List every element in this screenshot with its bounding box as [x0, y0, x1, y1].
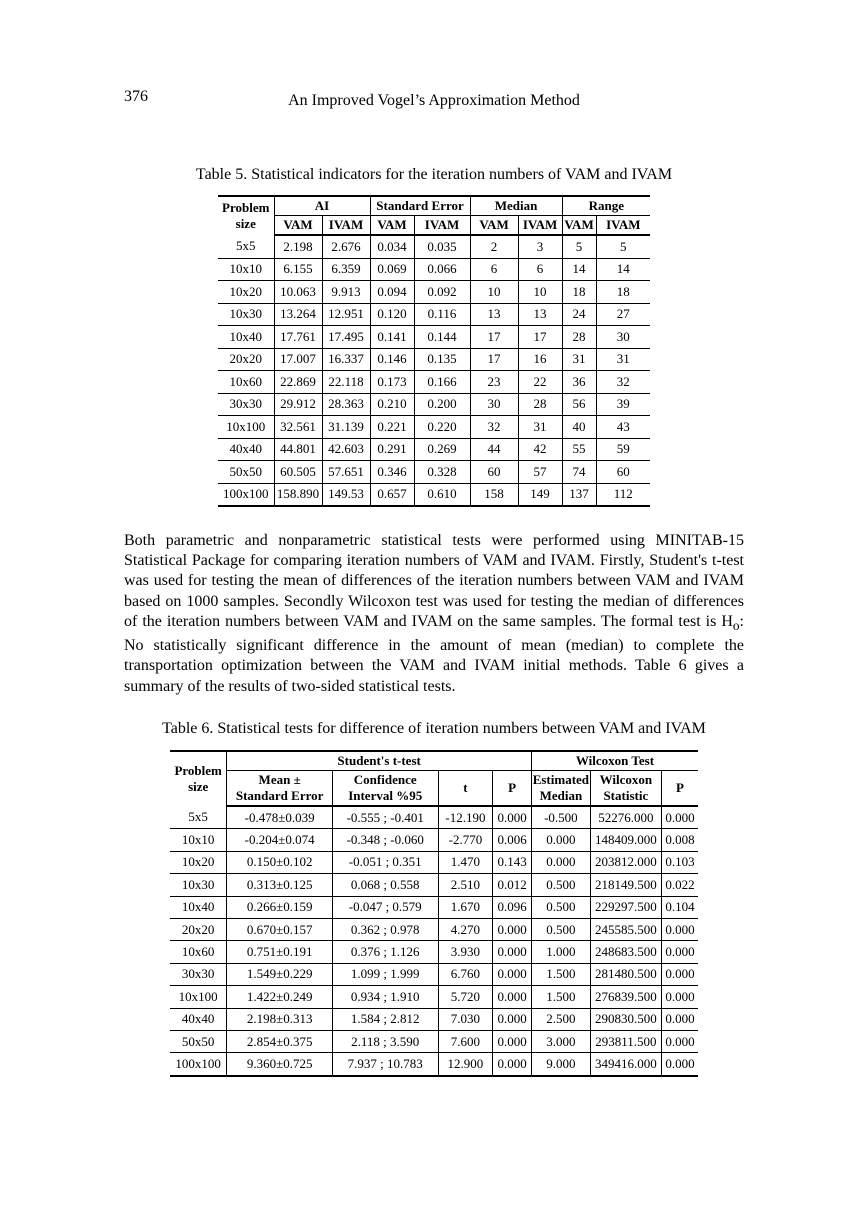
header-line: Median: [539, 788, 583, 803]
table-cell: 1.470: [438, 851, 493, 873]
table5-group-ai: AI: [274, 196, 370, 216]
table-cell: 42: [518, 438, 562, 461]
table-cell: 0.103: [661, 851, 698, 873]
table-cell: 17: [518, 326, 562, 349]
problem-size-cell: 10x20: [218, 281, 274, 304]
table-cell: 0.000: [493, 986, 532, 1008]
table-cell: 0.266±0.159: [227, 896, 333, 918]
table-cell: 137: [562, 483, 596, 506]
body-paragraph: [124, 531, 744, 697]
table5-subheader: VAM: [562, 216, 596, 236]
table-cell: 52276.000: [590, 806, 661, 829]
table-cell: 1.549±0.229: [227, 963, 333, 985]
table-row: [218, 348, 650, 371]
table6-problem-header-line2: size: [188, 779, 209, 794]
problem-size-cell: 10x100: [170, 986, 227, 1008]
table-cell: 0.291: [370, 438, 414, 461]
table-cell: 2.198±0.313: [227, 1008, 333, 1030]
table-cell: 7.030: [438, 1008, 493, 1030]
table-cell: 0.751±0.191: [227, 941, 333, 963]
table-cell: 13: [518, 303, 562, 326]
table5-subheader: IVAM: [414, 216, 470, 236]
table-cell: 28: [562, 326, 596, 349]
table-cell: 0.069: [370, 258, 414, 281]
table-cell: 0.000: [661, 806, 698, 829]
table-cell: 245585.500: [590, 918, 661, 940]
table-cell: 290830.500: [590, 1008, 661, 1030]
table5-subheader: VAM: [274, 216, 322, 236]
table-cell: 32.561: [274, 416, 322, 439]
table-cell: 44.801: [274, 438, 322, 461]
table5-group-header-row: [218, 196, 650, 216]
table-row: [170, 1053, 698, 1076]
table5-subheader: VAM: [370, 216, 414, 236]
table-cell: 0.000: [661, 1053, 698, 1076]
table-cell: 17: [470, 348, 518, 371]
problem-size-cell: 10x10: [170, 829, 227, 851]
table-cell: 0.150±0.102: [227, 851, 333, 873]
table-cell: 2.676: [322, 235, 370, 258]
table-cell: 0.094: [370, 281, 414, 304]
table6-problem-size-header: [170, 751, 227, 806]
table-cell: 148409.000: [590, 829, 661, 851]
table-cell: 203812.000: [590, 851, 661, 873]
table-row: [170, 1030, 698, 1052]
table-cell: 0.500: [531, 918, 590, 940]
table-cell: 7.937 ; 10.783: [332, 1053, 438, 1076]
table5-group-median: Median: [470, 196, 562, 216]
table-cell: 60: [470, 461, 518, 484]
table5-problem-size-header: [218, 196, 274, 235]
problem-size-cell: 10x100: [218, 416, 274, 439]
table-cell: 29.912: [274, 393, 322, 416]
table-cell: -0.500: [531, 806, 590, 829]
null-hypothesis-subscript: o: [732, 618, 740, 633]
table-cell: -0.047 ; 0.579: [332, 896, 438, 918]
table-row: [170, 941, 698, 963]
table-cell: 0.120: [370, 303, 414, 326]
table-cell: 18: [562, 281, 596, 304]
table-cell: -0.204±0.074: [227, 829, 333, 851]
table-row: [218, 303, 650, 326]
table-cell: 149: [518, 483, 562, 506]
table-cell: 0.000: [531, 851, 590, 873]
table-cell: 13.264: [274, 303, 322, 326]
problem-size-cell: 20x20: [170, 918, 227, 940]
table-cell: 9.913: [322, 281, 370, 304]
table-row: [218, 438, 650, 461]
table6-ci-header: [332, 771, 438, 807]
problem-size-cell: 30x30: [218, 393, 274, 416]
table-cell: 9.000: [531, 1053, 590, 1076]
table5-problem-header-line1: Problem: [222, 200, 270, 215]
paragraph-text-continued: : No statistically significant difference in the amount of mean (median) to complete the transportation optimization between the VAM and IVAM initial methods. Table 6 gives a summary of the results of two-sided statistical tests.: [124, 612, 744, 695]
table-cell: 5: [596, 235, 650, 258]
problem-size-cell: 10x20: [170, 851, 227, 873]
table-cell: 30: [470, 393, 518, 416]
table-cell: 42.603: [322, 438, 370, 461]
table-cell: 30: [596, 326, 650, 349]
table-cell: 13: [470, 303, 518, 326]
table-row: [170, 918, 698, 940]
table-cell: 6: [518, 258, 562, 281]
table6-body: [170, 806, 698, 1076]
table5-body: [218, 235, 650, 506]
table-cell: 2.118 ; 3.590: [332, 1030, 438, 1052]
table-cell: 0.173: [370, 371, 414, 394]
table-cell: 40: [562, 416, 596, 439]
table-cell: 0.362 ; 0.978: [332, 918, 438, 940]
table-cell: 14: [596, 258, 650, 281]
table-cell: 0.000: [493, 941, 532, 963]
table-cell: 276839.500: [590, 986, 661, 1008]
table-cell: 43: [596, 416, 650, 439]
problem-size-cell: 5x5: [218, 235, 274, 258]
table-cell: 0.143: [493, 851, 532, 873]
table-row: [218, 235, 650, 258]
table-row: [170, 874, 698, 896]
table-cell: 4.270: [438, 918, 493, 940]
table-cell: 158: [470, 483, 518, 506]
table-cell: -0.348 ; -0.060: [332, 829, 438, 851]
table-cell: 5: [562, 235, 596, 258]
table-row: [218, 258, 650, 281]
table6-group-ttest: Student's t-test: [227, 751, 532, 771]
table-cell: 31: [596, 348, 650, 371]
table6-caption: Table 6. Statistical tests for difference of iteration numbers between VAM and IVAM: [162, 720, 706, 737]
table-cell: 16: [518, 348, 562, 371]
table-cell: 55: [562, 438, 596, 461]
table-cell: 56: [562, 393, 596, 416]
table-cell: 57: [518, 461, 562, 484]
table-cell: 27: [596, 303, 650, 326]
table-cell: 0.000: [661, 941, 698, 963]
header-line: Wilcoxon: [599, 772, 653, 787]
table-cell: 17.761: [274, 326, 322, 349]
table-cell: 0.328: [414, 461, 470, 484]
table5: [218, 195, 650, 507]
table-cell: 17.495: [322, 326, 370, 349]
table-cell: 44: [470, 438, 518, 461]
table6-mean-header: [227, 771, 333, 807]
table-cell: -0.478±0.039: [227, 806, 333, 829]
table-cell: 0.000: [493, 1008, 532, 1030]
table-cell: 28.363: [322, 393, 370, 416]
table-cell: 0.012: [493, 874, 532, 896]
page-number: 376: [124, 88, 148, 105]
table5-subheader: IVAM: [596, 216, 650, 236]
table-cell: 18: [596, 281, 650, 304]
table-cell: 59: [596, 438, 650, 461]
problem-size-cell: 50x50: [170, 1030, 227, 1052]
table-cell: 0.146: [370, 348, 414, 371]
table-cell: 7.600: [438, 1030, 493, 1052]
table6-t-header: t: [438, 771, 493, 807]
table-cell: 293811.500: [590, 1030, 661, 1052]
table-cell: 10: [470, 281, 518, 304]
table-cell: 12.900: [438, 1053, 493, 1076]
table5-group-standard-error: Standard Error: [370, 196, 470, 216]
table-cell: 3.000: [531, 1030, 590, 1052]
table-cell: 0.166: [414, 371, 470, 394]
table5-subheader: VAM: [470, 216, 518, 236]
table-cell: 24: [562, 303, 596, 326]
table-cell: 1.000: [531, 941, 590, 963]
problem-size-cell: 40x40: [218, 438, 274, 461]
table-cell: 0.096: [493, 896, 532, 918]
table-cell: 0.008: [661, 829, 698, 851]
table-cell: 0.657: [370, 483, 414, 506]
table-cell: 60.505: [274, 461, 322, 484]
table-cell: 1.584 ; 2.812: [332, 1008, 438, 1030]
problem-size-cell: 50x50: [218, 461, 274, 484]
table-cell: 0.116: [414, 303, 470, 326]
table-cell: 0.610: [414, 483, 470, 506]
table-cell: 0.376 ; 1.126: [332, 941, 438, 963]
problem-size-cell: 100x100: [218, 483, 274, 506]
table-cell: 31: [518, 416, 562, 439]
table-cell: 0.500: [531, 874, 590, 896]
table6-estimated-median-header: [531, 771, 590, 807]
table-cell: 2.500: [531, 1008, 590, 1030]
table-cell: 0.000: [493, 806, 532, 829]
table-cell: 218149.500: [590, 874, 661, 896]
table6-wilcoxon-statistic-header: [590, 771, 661, 807]
table-cell: -0.051 ; 0.351: [332, 851, 438, 873]
problem-size-cell: 5x5: [170, 806, 227, 829]
table-cell: 1.670: [438, 896, 493, 918]
table-cell: 57.651: [322, 461, 370, 484]
table-cell: 32: [596, 371, 650, 394]
table-cell: 10.063: [274, 281, 322, 304]
table-cell: 158.890: [274, 483, 322, 506]
header-line: Mean ±: [258, 772, 301, 787]
table5-caption: Table 5. Statistical indicators for the iteration numbers of VAM and IVAM: [195, 166, 673, 183]
table-cell: 0.141: [370, 326, 414, 349]
table-row: [218, 393, 650, 416]
table5-subheader-row: [218, 216, 650, 236]
table-row: [170, 829, 698, 851]
table-cell: 149.53: [322, 483, 370, 506]
table-cell: 0.135: [414, 348, 470, 371]
table-row: [218, 416, 650, 439]
table-row: [170, 806, 698, 829]
table-row: [170, 1008, 698, 1030]
table-row: [170, 896, 698, 918]
table-row: [218, 326, 650, 349]
header-line: Estimated: [532, 772, 590, 787]
table-cell: 31: [562, 348, 596, 371]
problem-size-cell: 20x20: [218, 348, 274, 371]
table-row: [218, 461, 650, 484]
table-cell: 0.221: [370, 416, 414, 439]
table-cell: 32: [470, 416, 518, 439]
table-cell: 0.000: [493, 918, 532, 940]
table-cell: 0.000: [661, 1008, 698, 1030]
problem-size-cell: 10x60: [170, 941, 227, 963]
table-cell: -2.770: [438, 829, 493, 851]
table-cell: 3.930: [438, 941, 493, 963]
table-cell: 229297.500: [590, 896, 661, 918]
table-cell: 0.670±0.157: [227, 918, 333, 940]
problem-size-cell: 10x60: [218, 371, 274, 394]
table-cell: 1.500: [531, 986, 590, 1008]
table-cell: 14: [562, 258, 596, 281]
table-cell: 0.000: [661, 1030, 698, 1052]
table-cell: 0.000: [531, 829, 590, 851]
table-cell: 12.951: [322, 303, 370, 326]
table-cell: 22.118: [322, 371, 370, 394]
table6-group-wilcoxon: Wilcoxon Test: [531, 751, 698, 771]
table-cell: -12.190: [438, 806, 493, 829]
table-cell: 60: [596, 461, 650, 484]
table-cell: 0.210: [370, 393, 414, 416]
table-cell: 6.359: [322, 258, 370, 281]
table-cell: 0.104: [661, 896, 698, 918]
table5-subheader: IVAM: [518, 216, 562, 236]
table-cell: 2.198: [274, 235, 322, 258]
problem-size-cell: 10x30: [170, 874, 227, 896]
problem-size-cell: 10x30: [218, 303, 274, 326]
problem-size-cell: 30x30: [170, 963, 227, 985]
table-cell: 349416.000: [590, 1053, 661, 1076]
problem-size-cell: 10x10: [218, 258, 274, 281]
table-cell: 6.155: [274, 258, 322, 281]
table-cell: 17: [470, 326, 518, 349]
table-row: [218, 281, 650, 304]
table-cell: 2.510: [438, 874, 493, 896]
table-row: [170, 851, 698, 873]
table-cell: 22: [518, 371, 562, 394]
table6-subheader-row: [170, 771, 698, 807]
table-cell: 1.500: [531, 963, 590, 985]
table6-problem-header-line1: Problem: [174, 763, 222, 778]
table5-problem-header-line2: size: [235, 216, 256, 231]
table-cell: 28: [518, 393, 562, 416]
problem-size-cell: 10x40: [218, 326, 274, 349]
header-line: Confidence: [353, 772, 417, 787]
table-cell: 0.220: [414, 416, 470, 439]
table6-group-header-row: [170, 751, 698, 771]
table-cell: 10: [518, 281, 562, 304]
table-cell: 0.006: [493, 829, 532, 851]
table-cell: 0.144: [414, 326, 470, 349]
table-row: [170, 963, 698, 985]
table-cell: 74: [562, 461, 596, 484]
table5-group-range: Range: [562, 196, 650, 216]
table-cell: 2.854±0.375: [227, 1030, 333, 1052]
table-cell: 0.022: [661, 874, 698, 896]
table-cell: 23: [470, 371, 518, 394]
table-row: [218, 483, 650, 506]
table-cell: 6.760: [438, 963, 493, 985]
table-row: [170, 986, 698, 1008]
table-cell: 0.034: [370, 235, 414, 258]
table-cell: 0.000: [493, 1053, 532, 1076]
table-cell: 31.139: [322, 416, 370, 439]
table-cell: 39: [596, 393, 650, 416]
running-title: An Improved Vogel’s Approximation Method: [288, 92, 580, 109]
table-cell: 2: [470, 235, 518, 258]
table-cell: 6: [470, 258, 518, 281]
table-cell: 0.346: [370, 461, 414, 484]
table-cell: 0.000: [493, 963, 532, 985]
table6-wilcoxon-p-header: P: [661, 771, 698, 807]
table6-p-header: P: [493, 771, 532, 807]
table-cell: 0.000: [661, 918, 698, 940]
paragraph-text: Both parametric and nonparametric statistical tests were performed using MINITAB-15 Statistical Package for comparing iteration numbers of VAM and IVAM. Firstly, Student's t-test was used for testing the mean of differences of the iteration numbers between VAM and IVAM based on 1000 samples. Secondly Wilcoxon test was used for testing the median of differences of the iteration numbers between VAM and IVAM on the same samples. The formal test is H: [124, 532, 744, 630]
table-row: [218, 371, 650, 394]
table-cell: 1.422±0.249: [227, 986, 333, 1008]
table-cell: 0.200: [414, 393, 470, 416]
problem-size-cell: 10x40: [170, 896, 227, 918]
table-cell: 16.337: [322, 348, 370, 371]
table-cell: 0.035: [414, 235, 470, 258]
table-cell: 0.000: [493, 1030, 532, 1052]
problem-size-cell: 40x40: [170, 1008, 227, 1030]
problem-size-cell: 100x100: [170, 1053, 227, 1076]
header-line: Standard Error: [235, 788, 324, 803]
table-cell: 0.313±0.125: [227, 874, 333, 896]
table-cell: 0.000: [661, 963, 698, 985]
table-cell: 0.934 ; 1.910: [332, 986, 438, 1008]
table-cell: 36: [562, 371, 596, 394]
table-cell: 112: [596, 483, 650, 506]
table-cell: 17.007: [274, 348, 322, 371]
table-cell: 248683.500: [590, 941, 661, 963]
table5-subheader: IVAM: [322, 216, 370, 236]
table-cell: 281480.500: [590, 963, 661, 985]
table-cell: 0.092: [414, 281, 470, 304]
table-cell: 5.720: [438, 986, 493, 1008]
table-cell: 0.068 ; 0.558: [332, 874, 438, 896]
table-cell: 0.269: [414, 438, 470, 461]
table-cell: 3: [518, 235, 562, 258]
table-cell: 22.869: [274, 371, 322, 394]
table6: [170, 750, 698, 1077]
table-cell: 1.099 ; 1.999: [332, 963, 438, 985]
table-cell: 0.066: [414, 258, 470, 281]
table-cell: 0.000: [661, 986, 698, 1008]
header-line: Statistic: [603, 788, 649, 803]
header-line: Interval %95: [348, 788, 423, 803]
table-cell: 9.360±0.725: [227, 1053, 333, 1076]
table-cell: 0.500: [531, 896, 590, 918]
table-cell: -0.555 ; -0.401: [332, 806, 438, 829]
